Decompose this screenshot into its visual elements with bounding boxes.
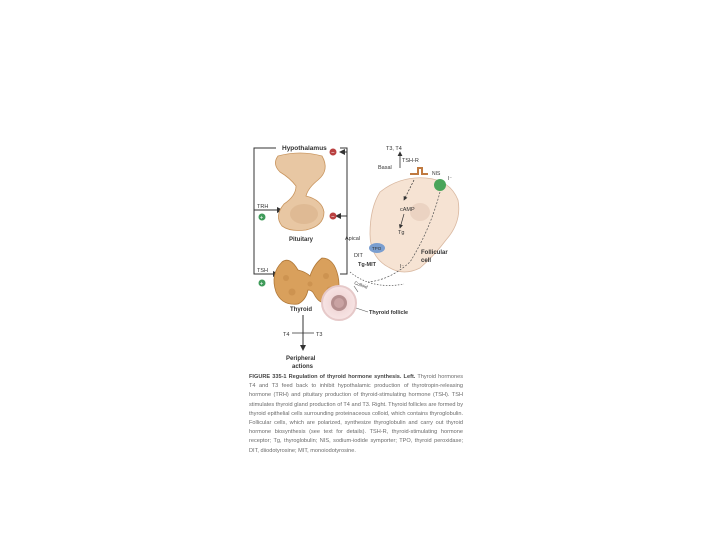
svg-text:+: +: [259, 281, 264, 288]
follicle-bracket: [354, 286, 358, 292]
apical-label: Apical: [345, 236, 360, 242]
thyroid-follicle-label: Thyroid follicle: [369, 310, 409, 316]
figure-number: FIGURE 335-1: [249, 374, 287, 380]
pituitary-shadow: [290, 204, 318, 224]
trh-label: TRH: [257, 204, 269, 210]
minus-badge-pituitary: [330, 213, 337, 221]
dit-label: DIT: [354, 253, 363, 259]
caption-title: Regulation of thyroid hormone synthesis. Left.: [286, 374, 416, 380]
svg-text:+: +: [259, 215, 264, 222]
colloid-label: Colloid: [353, 280, 369, 290]
colloid-iodide-label: I⁻: [400, 264, 405, 270]
feedback-loop-line: [254, 148, 276, 274]
follicular-cell: [370, 178, 459, 272]
left-panel: [254, 145, 347, 370]
cell-label: cell: [421, 258, 432, 264]
tsh-label: TSH: [257, 268, 268, 274]
peripheral-label: Peripheral: [286, 356, 316, 362]
thyroid-follicle-image: [322, 286, 356, 320]
follicular-label: Follicular: [421, 250, 448, 256]
nis-label: NIS: [432, 171, 441, 177]
iodide-in-label: I⁻: [448, 176, 453, 182]
plus-badge-tsh: [259, 280, 266, 288]
follicle-pointer-line: [356, 308, 368, 312]
tg-label: Tg: [398, 230, 405, 236]
t3t4-label: T3, T4: [386, 146, 402, 152]
svg-text:−: −: [331, 214, 335, 221]
actions-label: actions: [292, 364, 314, 370]
t4-label: T4: [283, 332, 290, 338]
nis-channel: [434, 179, 446, 191]
caption-body: Thyroid hormones T4 and T3 feed back to inhibit hypothalamic production of thyrotropin-releasing hormone (TRH) and pituitary production of thyroid-stimulating hormone (TSH). TSH stimulates thyroid gland production of T4 and T3. Right. Thyroid follicles are formed by thyroid epithelial cells surrounding proteinaceous colloid, which contains thyroglobulin. Follicular cells, which are polarized, synthesize thyroglobulin and carry out thyroid hormone biosynthesis (see text for details). TSH-R, thyroid-stimulating hormone receptor; Tg, thyroglobulin; NIS, sodium-iodide symporter; TPO, thyroid peroxidase; DIT, diiodotyrosine; MIT, monoiodotyrosine.: [249, 374, 463, 454]
tshr-label: TSH-R: [402, 158, 419, 164]
figure-caption: [249, 373, 463, 456]
feedback-right-line: [340, 148, 347, 274]
right-panel: [322, 146, 459, 320]
tpo-label: TPO: [372, 246, 382, 251]
hypothalamus-label: Hypothalamus: [282, 145, 327, 152]
thyroid-label: Thyroid: [290, 307, 312, 313]
basal-label: Basal: [378, 165, 392, 171]
svg-text:−: −: [331, 150, 335, 157]
plus-badge-trh: [259, 214, 266, 222]
tshr-receptor: [410, 168, 428, 174]
camp-label: cAMP: [400, 207, 415, 213]
pituitary-label: Pituitary: [289, 237, 314, 243]
minus-badge-hypothalamus: [330, 149, 337, 157]
tg-mit-label: Tg-MIT: [358, 262, 377, 268]
t3-label: T3: [316, 332, 323, 338]
